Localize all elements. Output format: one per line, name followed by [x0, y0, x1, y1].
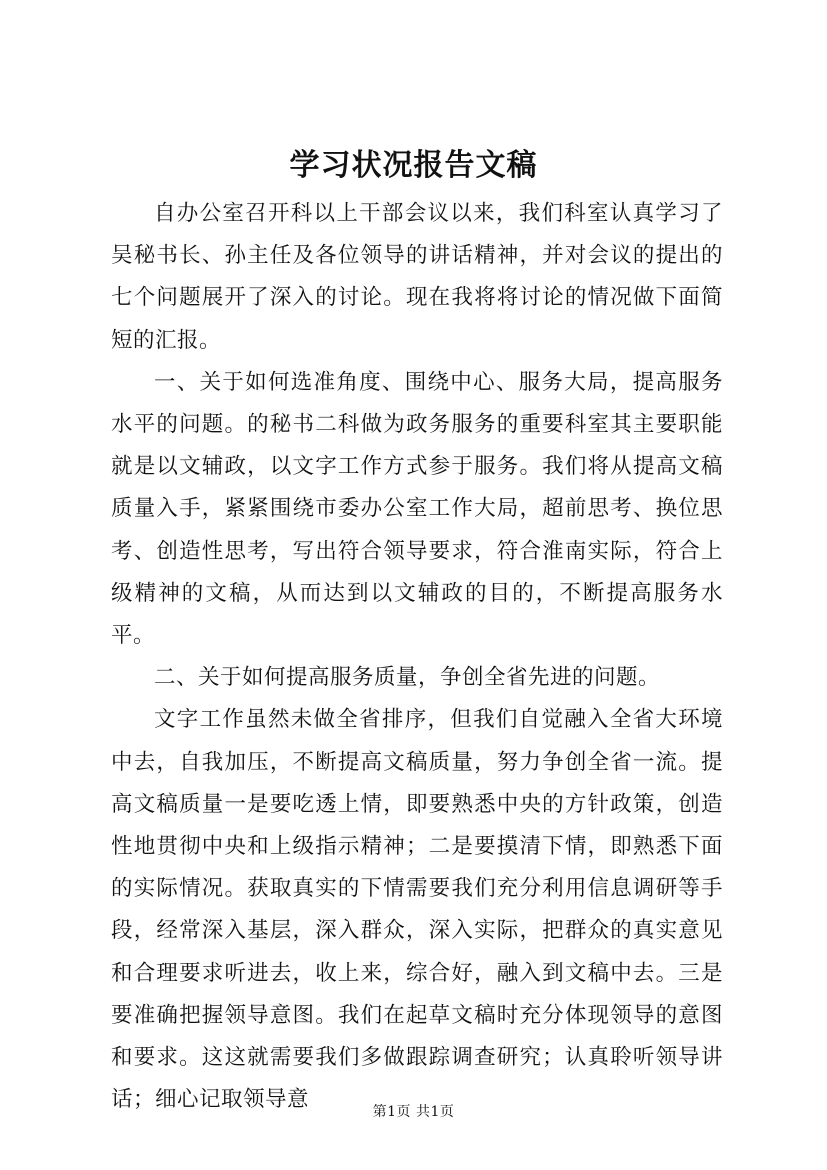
document-body [111, 193, 723, 1121]
page-footer: 第1页 共1页 [372, 1104, 455, 1120]
paragraph-section-two-body: 文字工作虽然未做全省排序，但我们自觉融入全省大环境中去，自我加压，不断提高文稿质量，努力争创全省一流。提高文稿质量一是要吃透上情，即要熟悉中央的方针政策，创造性地贯彻中央和上级指示精神；二是要摸清下情，即熟悉下面的实际情况。获取真实的下情需要我们充分利用信息调研等手段，经常深入基层，深入群众，深入实际，把群众的真实意见和合理要求听进去，收上来，综合好，融入到文稿中去。三是要准确把握领导意图。我们在起草文稿时充分体现领导的意图和要求。这这就需要我们多做跟踪调查研究；认真聆听领导讲话；细心记取领导意 [111, 707, 723, 1113]
paragraph-section-two-heading: 二、关于如何提高服务质量，争创全省先进的问题。 [154, 665, 661, 691]
paragraph-section-one: 一、关于如何选准角度、围绕中心、服务大局，提高服务水平的问题。的秘书二科做为政务服务的重要科室其主要职能就是以文辅政，以文字工作方式参于服务。我们将从提高文稿质量入手，紧紧围绕市委办公室工作大局，超前思考、换位思考、创造性思考，写出符合领导要求，符合淮南实际，符合上级精神的文稿，从而达到以文辅政的目的，不断提高服务水平。 [111, 369, 723, 649]
document-title: 学习状况报告文稿 [289, 148, 538, 183]
paragraph-intro: 自办公室召开科以上干部会议以来，我们科室认真学习了吴秘书长、孙主任及各位领导的讲话精神，并对会议的提出的七个问题展开了深入的讨论。现在我将将讨论的情况做下面简短的汇报。 [111, 201, 723, 353]
